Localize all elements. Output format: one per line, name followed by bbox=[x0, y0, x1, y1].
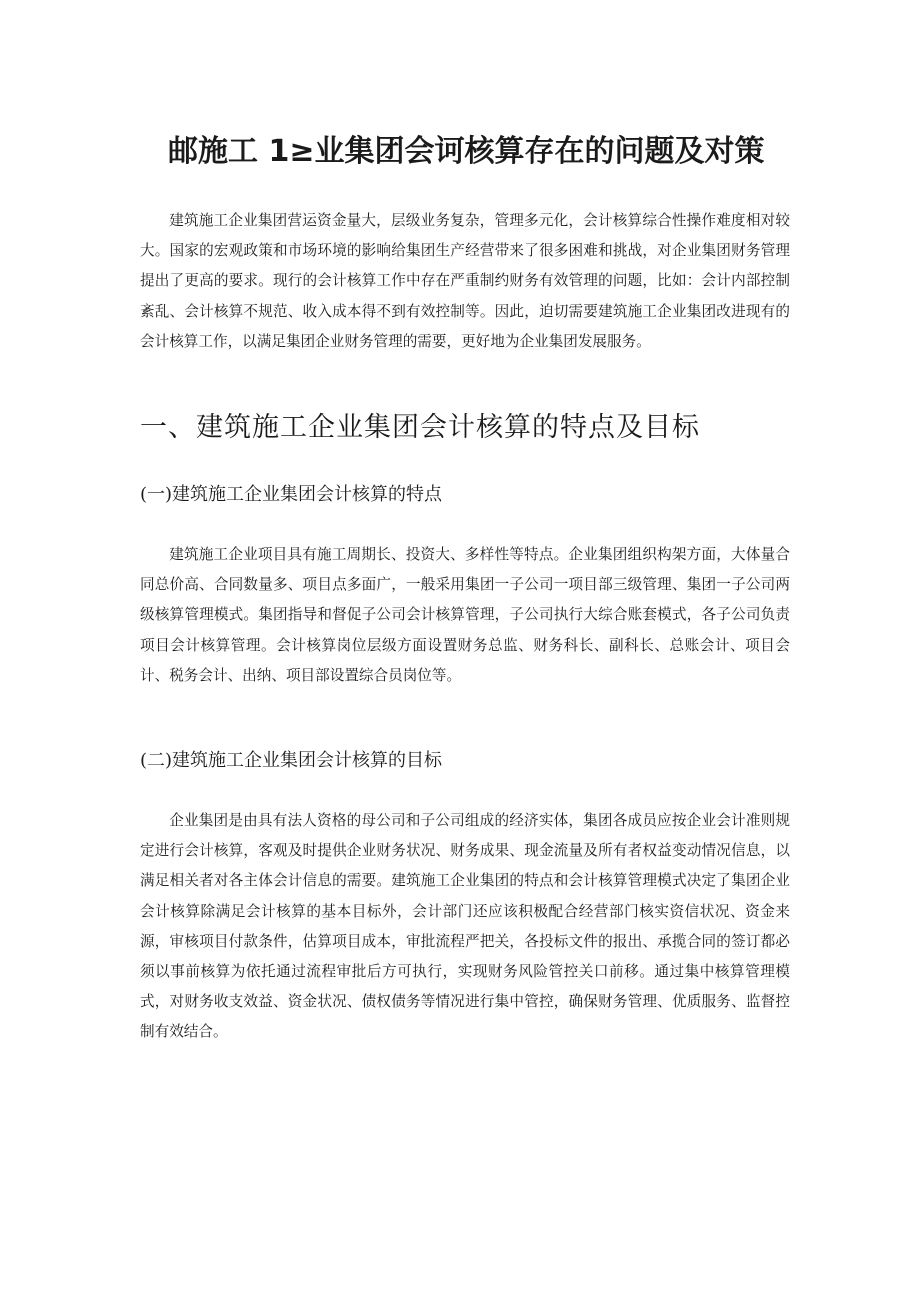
subsection-1-heading: (一)建筑施工企业集团会计核算的特点 bbox=[140, 484, 443, 505]
intro-paragraph: 建筑施工企业集团营运资金量大，层级业务复杂，管理多元化，会计核算综合性操作难度相对较大。国家的宏观政策和市场环境的影响给集团生产经营带来了很多困难和挑战，对企业集团财务管理提出了更高的要求。现行的会计核算工作中存在严重制约财务有效管理的问题，比如：会计内部控制紊乱、会计核算不规范、收入成本得不到有效控制等。因此，迫切需要建筑施工企业集团改进现有的会计核算工作，以满足集团企业财务管理的需要，更好地为企业集团发展服务。 bbox=[140, 212, 790, 350]
subsection-2-paragraph: 企业集团是由具有法人资格的母公司和子公司组成的经济实体，集团各成员应按企业会计准则规定进行会计核算，客观及时提供企业财务状况、财务成果、现金流量及所有者权益变动情况信息，以满足相关者对各主体会计信息的需要。建筑施工企业集团的特点和会计核算管理模式决定了集团企业会计核算除满足会计核算的基本目标外，会计部门还应该积极配合经营部门核实资信状况、资金来源，审核项目付款条件，估算项目成本，审批流程严把关，各投标文件的报出、承揽合同的签订都必须以事前核算为依托通过流程审批后方可执行，实现财务风险管控关口前移。通过集中核算管理模式，对财务收支效益、资金状况、债权债务等情况进行集中管控，确保财务管理、优质服务、监督控制有效结合。 bbox=[140, 812, 790, 1041]
section-1-heading: 一、建筑施工企业集团会计核算的特点及目标 bbox=[140, 412, 700, 443]
document-title: 邮施工 1≥业集团会诃核算存在的问题及对策 bbox=[168, 134, 765, 169]
subsection-1-paragraph: 建筑施工企业项目具有施工周期长、投资大、多样性等特点。企业集团组织构架方面，大体量合同总价高、合同数量多、项目点多面广，一般采用集团一子公司一项目部三级管理、集团一子公司两级核算管理模式。集团指导和督促子公司会计核算管理，子公司执行大综合账套模式，各子公司负责项目会计核算管理。会计核算岗位层级方面设置财务总监、财务科长、副科长、总账会计、项目会计、税务会计、出纳、项目部设置综合员岗位等。 bbox=[140, 546, 790, 684]
subsection-2-heading: (二)建筑施工企业集团会计核算的目标 bbox=[140, 750, 443, 771]
